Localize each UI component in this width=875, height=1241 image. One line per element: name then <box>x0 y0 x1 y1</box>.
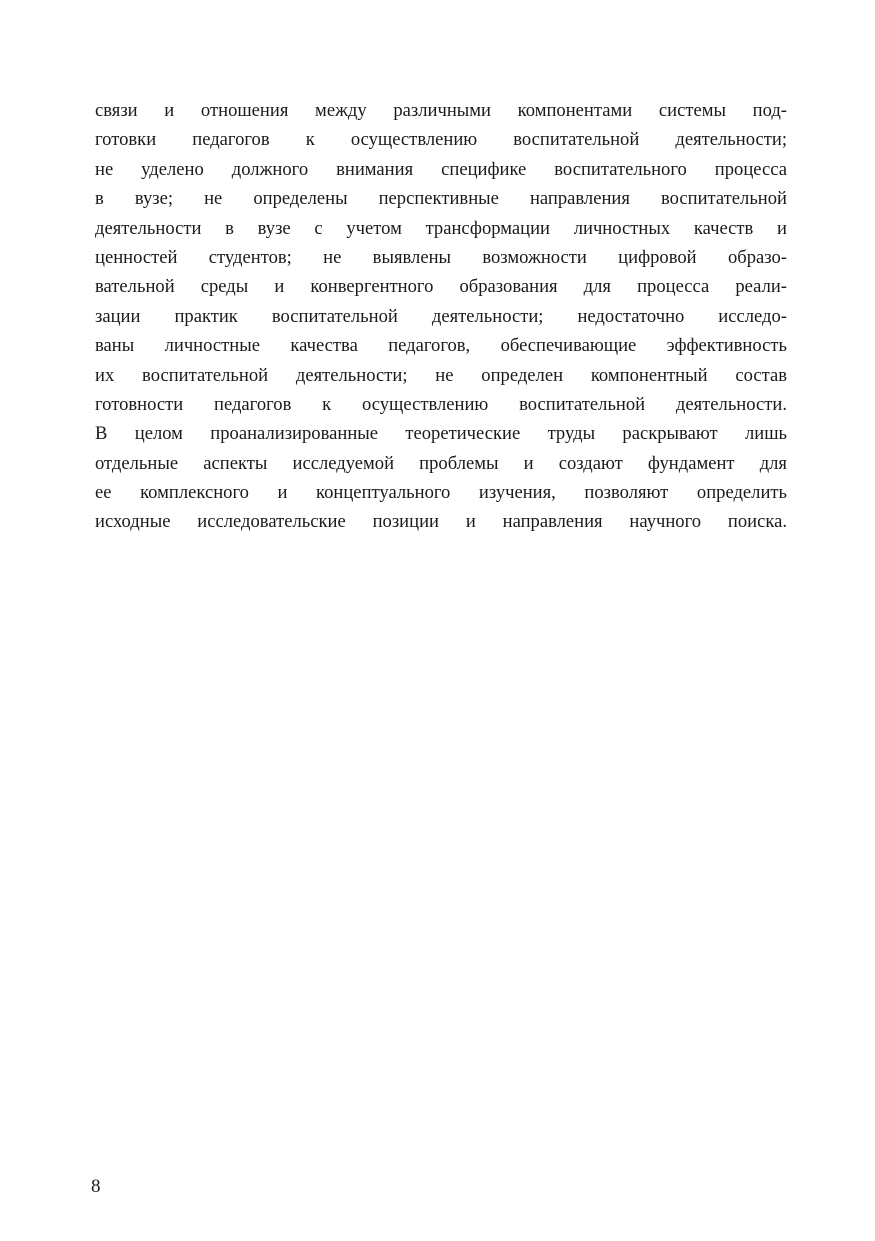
text-line: отдельные аспекты исследуемой проблемы и создают фундамент для <box>95 452 787 474</box>
text-line: исходные исследовательские позиции и направления научного поиска. <box>95 511 787 533</box>
text-line: связи и отношения между различными компонентами системы под- <box>95 100 787 121</box>
text-line: готовки педагогов к осуществлению воспитательной деятельности; <box>95 129 787 151</box>
text-line: их воспитательной деятельности; не определен компонентный состав <box>95 364 787 386</box>
text-line: не уделено должного внимания специфике воспитательного процесса <box>95 158 787 180</box>
text-line: вательной среды и конвергентного образования для процесса реали- <box>95 276 787 298</box>
text-line: зации практик воспитательной деятельности; недостаточно исследо- <box>95 305 787 327</box>
text-line: ценностей студентов; не выявлены возможности цифровой образо- <box>95 246 787 268</box>
text-line: ее комплексного и концептуального изучения, позволяют определить <box>95 482 787 504</box>
text-line: деятельности в вузе с учетом трансформации личностных качеств и <box>95 217 787 239</box>
text-line: В целом проанализированные теоретические труды раскрывают лишь <box>95 423 787 445</box>
text-line: в вузе; не определены перспективные направления воспитательной <box>95 188 787 210</box>
page-number: 8 <box>91 1176 101 1197</box>
text-line: ваны личностные качества педагогов, обеспечивающие эффективность <box>95 335 787 357</box>
body-paragraph <box>95 96 787 537</box>
text-line: готовности педагогов к осуществлению воспитательной деятельности. <box>95 393 787 415</box>
